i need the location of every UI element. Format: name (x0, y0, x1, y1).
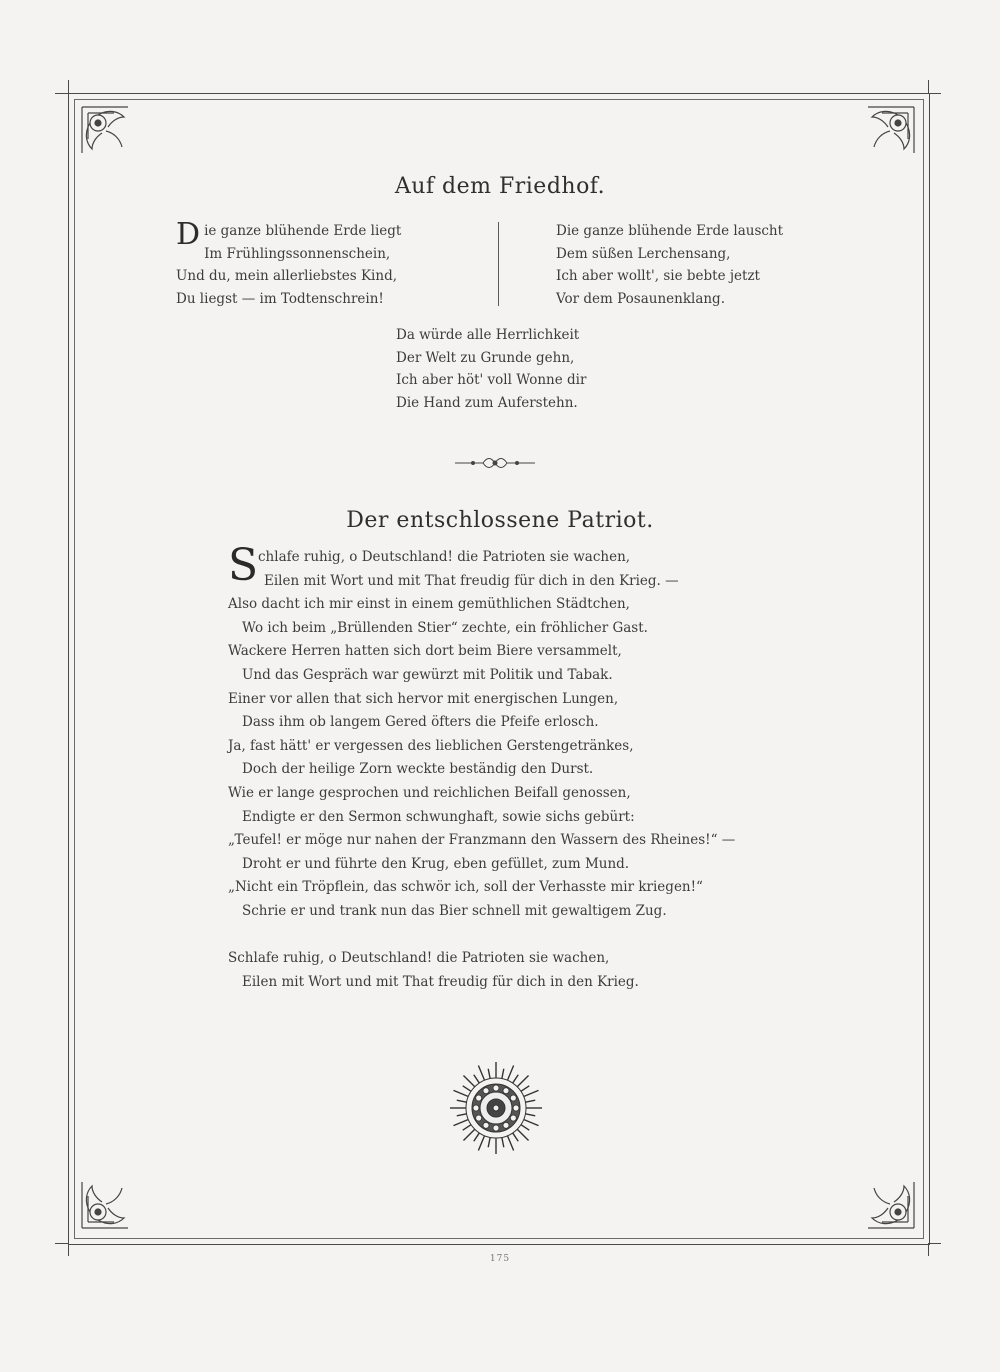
verse-line: Ich aber wollt', sie bebte jetzt (556, 268, 760, 284)
corner-tick (55, 93, 68, 94)
verse-line: Droht er und führte den Krug, eben gefüllet, zum Mund. (242, 855, 630, 872)
verse-line: ie ganze blühende Erde liegt (204, 223, 402, 239)
verse-line: Und das Gespräch war gewürzt mit Politik und Tabak. (242, 666, 613, 683)
verse-line: Die ganze blühende Erde lauscht (556, 223, 784, 239)
poem-title: Der entschlossene Patriot. (346, 508, 654, 533)
verse-line: Schlafe ruhig, o Deutschland! die Patrioten sie wachen, (228, 950, 610, 967)
verse-line: Du liegst — im Todtenschrein! (176, 290, 384, 307)
verse-line: Dass ihm ob langem Gered öfters die Pfeife erlosch. (242, 714, 599, 731)
verse-line: Also dacht ich mir einst in einem gemüthlichen Städtchen, (228, 596, 630, 613)
corner-tick (928, 1243, 941, 1244)
verse-line: Und du, mein allerliebstes Kind, (176, 268, 398, 284)
corner-tick (928, 80, 929, 93)
stanza-left (176, 217, 402, 310)
stanza-right (556, 220, 783, 310)
stanza-center (396, 324, 586, 414)
corner-ornament-bottom-left (78, 1162, 148, 1232)
verse-line: Der Welt zu Grunde gehn, (396, 349, 575, 366)
rosette-ornament (448, 1060, 544, 1156)
verse-line: Eilen mit Wort und mit That freudig für dich in den Krieg. (242, 973, 639, 990)
poem-body (228, 540, 736, 994)
verse-line: Wo ich beim „Brüllenden Stier“ zechte, ein fröhlicher Gast. (242, 619, 648, 636)
corner-tick (55, 1243, 68, 1244)
verse-line: Eilen mit Wort und mit That freudig für dich in den Krieg. — (264, 572, 679, 589)
verse-line: Dem süßen Lerchensang, (556, 245, 731, 262)
verse-line: Ich aber höt' voll Wonne dir (396, 372, 587, 388)
corner-tick (928, 93, 941, 94)
verse-line: Im Frühlingssonnenschein, (204, 245, 391, 262)
column-divider (498, 222, 499, 306)
drop-cap: D (176, 217, 201, 252)
verse-line: Endigte er den Sermon schwunghaft, sowie sichs gebürt: (242, 808, 635, 825)
drop-cap: S (228, 540, 259, 591)
corner-ornament-top-left (78, 103, 148, 173)
corner-ornament-top-right (848, 103, 918, 173)
verse-line: „Teufel! er möge nur nahen der Franzmann den Wassern des Rheines!“ — (228, 832, 736, 849)
verse-line: Vor dem Posaunenklang. (556, 290, 725, 307)
verse-line: Einer vor allen that sich hervor mit energischen Lungen, (228, 690, 619, 707)
corner-ornament-bottom-right (848, 1162, 918, 1232)
verse-line: Da würde alle Herrlichkeit (396, 327, 580, 343)
verse-line: chlafe ruhig, o Deutschland! die Patrioten sie wachen, (258, 549, 631, 565)
verse-line: Die Hand zum Auferstehn. (396, 394, 578, 411)
section-divider-ornament (455, 456, 535, 470)
verse-line: Schrie er und trank nun das Bier schnell mit gewaltigem Zug. (242, 902, 667, 919)
page-number: 175 (489, 1254, 511, 1264)
stanza-gap (228, 924, 735, 948)
verse-line: Doch der heilige Zorn weckte beständig den Durst. (242, 761, 594, 778)
corner-tick (68, 80, 69, 93)
verse-line: „Nicht ein Tröpflein, das schwör ich, soll der Verhasste mir kriegen!“ (228, 879, 703, 896)
verse-line: Ja, fast hätt' er vergessen des lieblichen Gerstengetränkes, (228, 737, 634, 754)
poem-title: Auf dem Friedhof. (394, 174, 606, 199)
verse-line: Wackere Herren hatten sich dort beim Biere versammelt, (228, 643, 622, 660)
verse-line: Wie er lange gesprochen und reichlichen Beifall genossen, (228, 784, 631, 801)
